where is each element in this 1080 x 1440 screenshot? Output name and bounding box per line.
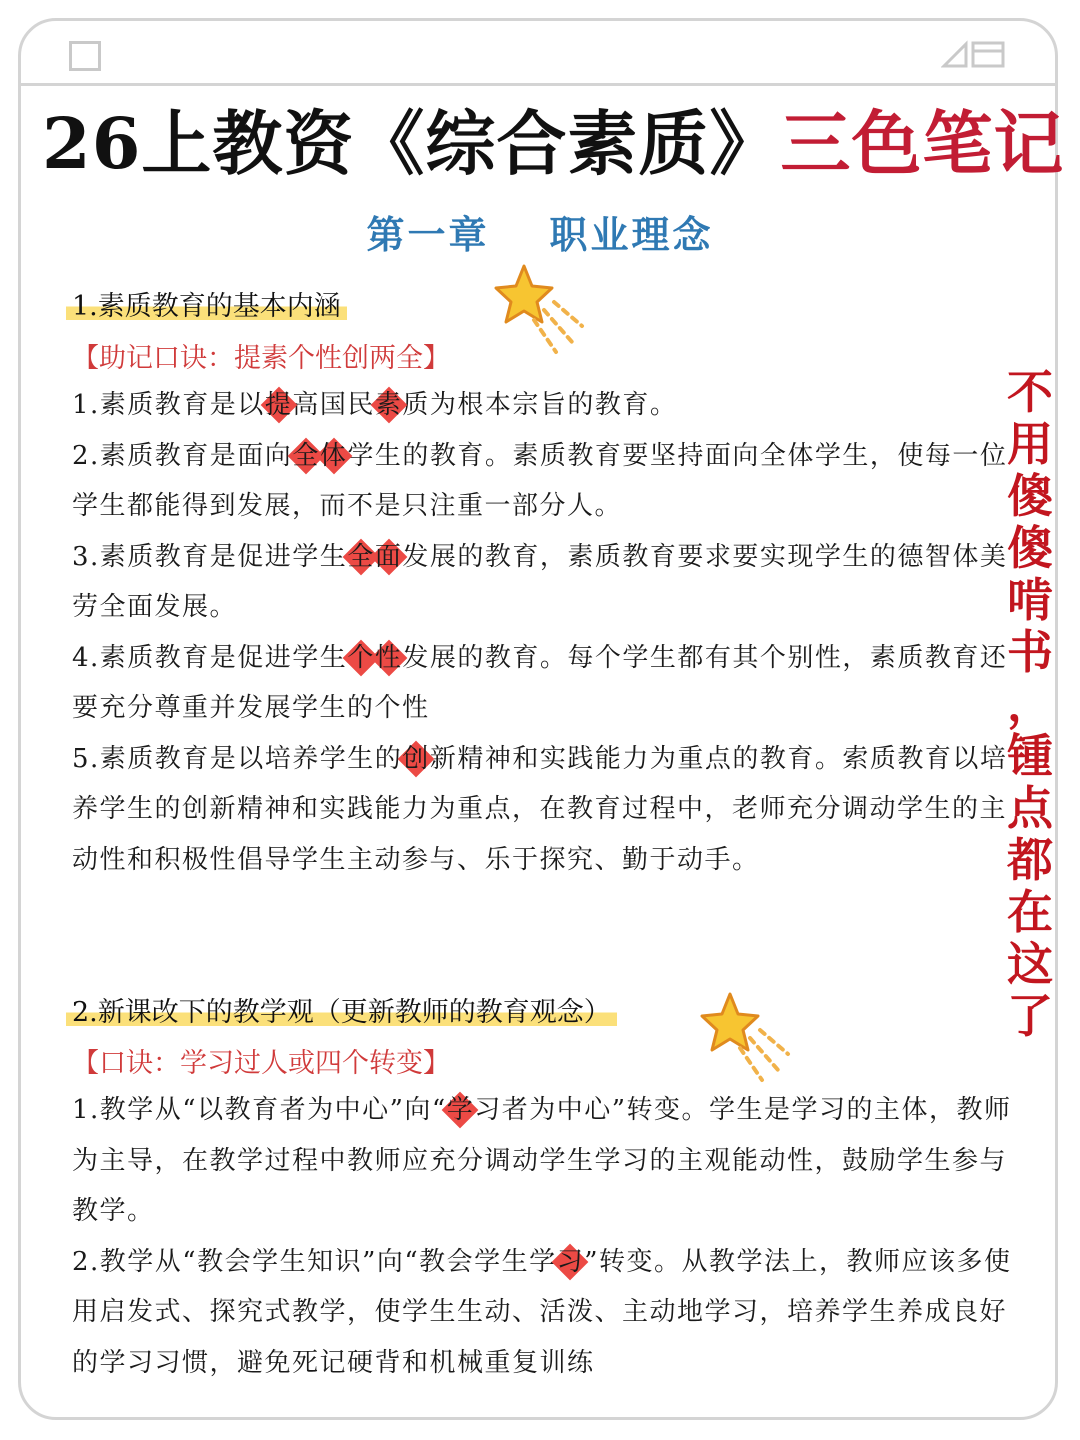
window-top-bar — [21, 21, 1055, 86]
square-icon[interactable] — [69, 41, 101, 71]
highlighted-keyword: 素 — [375, 380, 403, 431]
slogan-char: 啃 — [1007, 573, 1053, 627]
slogan-char: 傻 — [1007, 521, 1053, 575]
list-item — [72, 380, 1012, 431]
text-segment: 1.教学从“以教育者为中心”向“ — [72, 1095, 447, 1125]
list-item — [72, 532, 1012, 633]
highlighted-keyword: 面 — [375, 532, 403, 583]
text-segment: 3.素质教育是促进学生 — [72, 541, 348, 572]
list-item — [72, 431, 1012, 532]
slogan-char: 书 — [1007, 625, 1053, 679]
section-heading: 2.新课改下的教学观（更新教师的教育观念） — [66, 990, 617, 1029]
slogan-char: 在 — [1007, 885, 1053, 939]
star-icon — [494, 262, 594, 362]
text-segment: ”转变。从教学法上，教师应该多使用启发式、探究式教学，使学生生动、活泼、主动地学习，培养学生养成良好的学习习惯，避免死记硬背和机械重复训练 — [72, 1246, 1012, 1378]
text-segment: 5.素质教育是以培养学生的 — [72, 743, 403, 774]
highlighted-keyword: 性 — [375, 633, 403, 684]
highlighted-keyword: 全 — [347, 532, 375, 583]
slogan-char: 不 — [1007, 365, 1053, 419]
mnemonic-text: 【口诀：学习过人或四个转变】 — [72, 1048, 450, 1079]
section-heading: 1.素质教育的基本内涵 — [66, 284, 347, 323]
text-segment: 4.素质教育是促进学生 — [72, 642, 348, 673]
text-segment: 1.素质教育是以 — [72, 390, 265, 420]
text-segment: 质为根本宗旨的教育。 — [402, 390, 678, 420]
list-item — [72, 1085, 1012, 1237]
list-item — [72, 734, 1012, 886]
highlighted-keyword: 习 — [557, 1237, 585, 1288]
page-title — [42, 88, 1064, 189]
text-segment: 新精神和实践能力为重点的教育。索质教育以培养学生的创新精神和实践能力为重点，在教育过程中，老师充分调动学生的主动性和积极性倡导学生主动参与、乐于探究、勤于动手。 — [72, 743, 1008, 875]
slogan-char: 用 — [1007, 417, 1053, 471]
highlighted-keyword: 提 — [265, 380, 293, 431]
highlighted-keyword: 全 — [292, 431, 320, 482]
text-segment: 发展的教育。每个学生都有其个别性，素质教育还要充分尊重并发展学生的个性 — [72, 642, 1008, 723]
star-icon — [700, 990, 800, 1090]
slogan-char: 点 — [1007, 781, 1053, 835]
text-segment: 学生的教育。素质教育要坚持面向全体学生，使每一位学生都能得到发展，而不是只注重一部分人。 — [72, 440, 1008, 521]
slogan-char: 锺 — [1007, 729, 1053, 783]
side-slogan — [1002, 366, 1058, 1042]
chapter-name: 职业理念 — [549, 212, 714, 257]
highlighted-keyword: 学 — [447, 1085, 475, 1136]
chapter-number: 第一章 — [366, 212, 490, 257]
slogan-char: 都 — [1007, 833, 1053, 887]
section-body — [72, 1085, 1012, 1388]
section-body — [72, 380, 1012, 885]
text-segment: 习者为中心”转变。学生是学习的主体，教师为主导，在教学过程中教师应充分调动学生学习的主观能动性，鼓励学生参与教学。 — [72, 1095, 1012, 1226]
slogan-char: 傻 — [1007, 469, 1053, 523]
list-item — [72, 1237, 1012, 1389]
text-segment: 发展的教育，素质教育要求要实现学生的德智体美劳全面发展。 — [72, 541, 1008, 622]
title-accent: 三色笔记 — [780, 102, 1065, 185]
highlighted-keyword: 个 — [347, 633, 375, 684]
highlighted-keyword: 创 — [402, 734, 430, 785]
resize-icon[interactable] — [941, 39, 1007, 69]
chapter-heading — [0, 204, 1080, 259]
title-main: 26上教资《综合素质》 — [42, 102, 781, 185]
text-segment: 2.教学从“教会学生知识”向“教会学生学 — [72, 1246, 557, 1277]
slogan-char: 了 — [1007, 989, 1053, 1043]
slogan-char: 这 — [1007, 937, 1053, 991]
text-segment: 2.素质教育是面向 — [72, 440, 293, 471]
highlighted-keyword: 体 — [320, 431, 348, 482]
list-item — [72, 633, 1012, 734]
mnemonic-text: 【助记口诀：提素个性创两全】 — [72, 343, 450, 374]
text-segment: 高国民 — [292, 390, 375, 420]
slogan-char: ， — [1007, 677, 1053, 731]
